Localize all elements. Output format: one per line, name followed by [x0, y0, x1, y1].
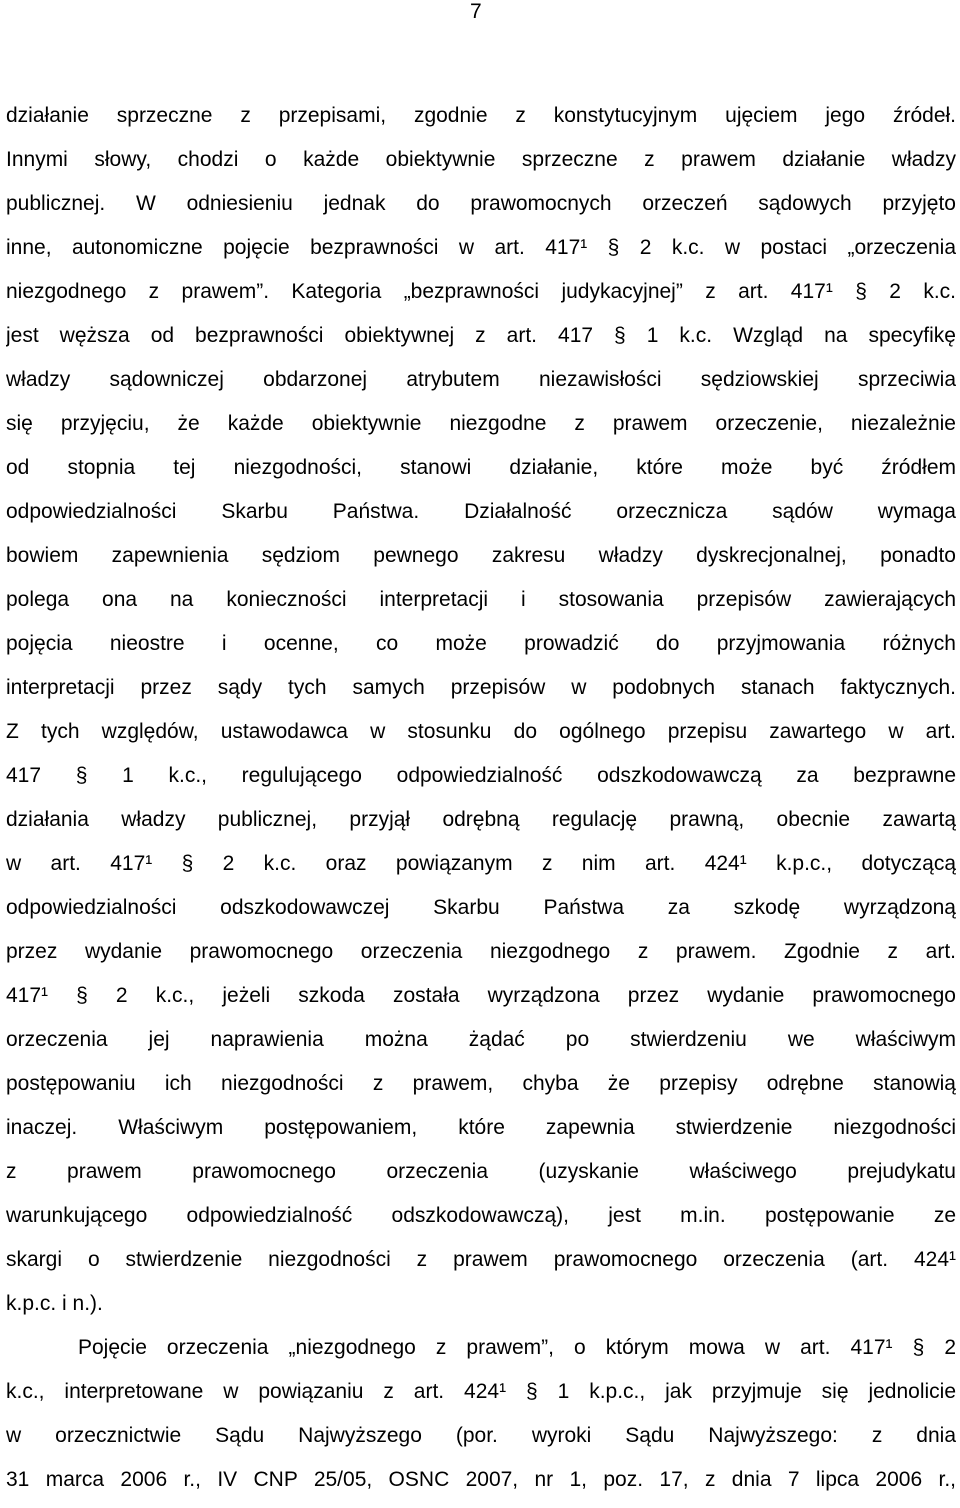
text-line: inne, autonomiczne pojęcie bezprawności w art. 417¹ § 2 k.c. w postaci „orzeczenia — [6, 236, 956, 259]
text-line: 31 marca 2006 r., IV CNP 25/05, OSNC 2007, nr 1, poz. 17, z dnia 7 lipca 2006 r., — [6, 1468, 956, 1491]
text-line: interpretacji przez sądy tych samych przepisów w podobnych stanach faktycznych. — [6, 676, 956, 699]
text-line: przez wydanie prawomocnego orzeczenia niezgodnego z prawem. Zgodnie z art. — [6, 940, 956, 963]
text-line: bowiem zapewnienia sędziom pewnego zakresu władzy dyskrecjonalnej, ponadto — [6, 544, 956, 567]
text-line: polega ona na konieczności interpretacji i stosowania przepisów zawierających — [6, 588, 956, 611]
text-line: odpowiedzialności odszkodowawczej Skarbu Państwa za szkodę wyrządzoną — [6, 896, 956, 919]
text-line: działania władzy publicznej, przyjął odrębną regulację prawną, obecnie zawartą — [6, 808, 956, 831]
text-line: w orzecznictwie Sądu Najwyższego (por. wyroki Sądu Najwyższego: z dnia — [6, 1424, 956, 1447]
text-line: orzeczenia jej naprawienia można żądać po stwierdzeniu we właściwym — [6, 1028, 956, 1051]
text-line: działanie sprzeczne z przepisami, zgodnie z konstytucyjnym ujęciem jego źródeł. — [6, 104, 956, 127]
text-line: postępowaniu ich niezgodności z prawem, chyba że przepisy odrębne stanowią — [6, 1072, 956, 1095]
text-line: warunkującego odpowiedzialność odszkodowawczą), jest m.in. postępowanie ze — [6, 1204, 956, 1227]
text-line: władzy sądowniczej obdarzonej atrybutem niezawisłości sędziowskiej sprzeciwia — [6, 368, 956, 391]
text-line: od stopnia tej niezgodności, stanowi działanie, które może być źródłem — [6, 456, 956, 479]
text-line: Z tych względów, ustawodawca w stosunku do ogólnego przepisu zawartego w art. — [6, 720, 956, 743]
text-line: jest węższa od bezprawności obiektywnej z art. 417 § 1 k.c. Wzgląd na specyfikę — [6, 324, 956, 347]
text-line: w art. 417¹ § 2 k.c. oraz powiązanym z nim art. 424¹ k.p.c., dotyczącą — [6, 852, 956, 875]
text-line: Pojęcie orzeczenia „niezgodnego z prawem”, o którym mowa w art. 417¹ § 2 — [78, 1336, 956, 1359]
text-line: k.p.c. i n.). — [6, 1292, 103, 1315]
text-line: 417 § 1 k.c., regulującego odpowiedzialność odszkodowawczą za bezprawne — [6, 764, 956, 787]
text-line: pojęcia nieostre i ocenne, co może prowadzić do przyjmowania różnych — [6, 632, 956, 655]
text-line: się przyjęciu, że każde obiektywnie niezgodne z prawem orzeczenie, niezależnie — [6, 412, 956, 435]
text-line: Innymi słowy, chodzi o każde obiektywnie sprzeczne z prawem działanie władzy — [6, 148, 956, 171]
text-line: niezgodnego z prawem”. Kategoria „bezprawności judykacyjnej” z art. 417¹ § 2 k.c. — [6, 280, 956, 303]
text-line: skargi o stwierdzenie niezgodności z prawem prawomocnego orzeczenia (art. 424¹ — [6, 1248, 956, 1271]
paragraph-2 — [6, 1326, 956, 1502]
text-line: publicznej. W odniesieniu jednak do prawomocnych orzeczeń sądowych przyjęto — [6, 192, 956, 215]
paragraph-1 — [6, 94, 956, 1326]
text-line: z prawem prawomocnego orzeczenia (uzyskanie właściwego prejudykatu — [6, 1160, 956, 1183]
text-line: odpowiedzialności Skarbu Państwa. Działalność orzecznicza sądów wymaga — [6, 500, 956, 523]
text-line: inaczej. Właściwym postępowaniem, które zapewnia stwierdzenie niezgodności — [6, 1116, 956, 1139]
text-line: 417¹ § 2 k.c., jeżeli szkoda została wyrządzona przez wydanie prawomocnego — [6, 984, 956, 1007]
page-number: 7 — [470, 0, 482, 23]
text-line: k.c., interpretowane w powiązaniu z art. 424¹ § 1 k.p.c., jak przyjmuje się jednolicie — [6, 1380, 956, 1403]
